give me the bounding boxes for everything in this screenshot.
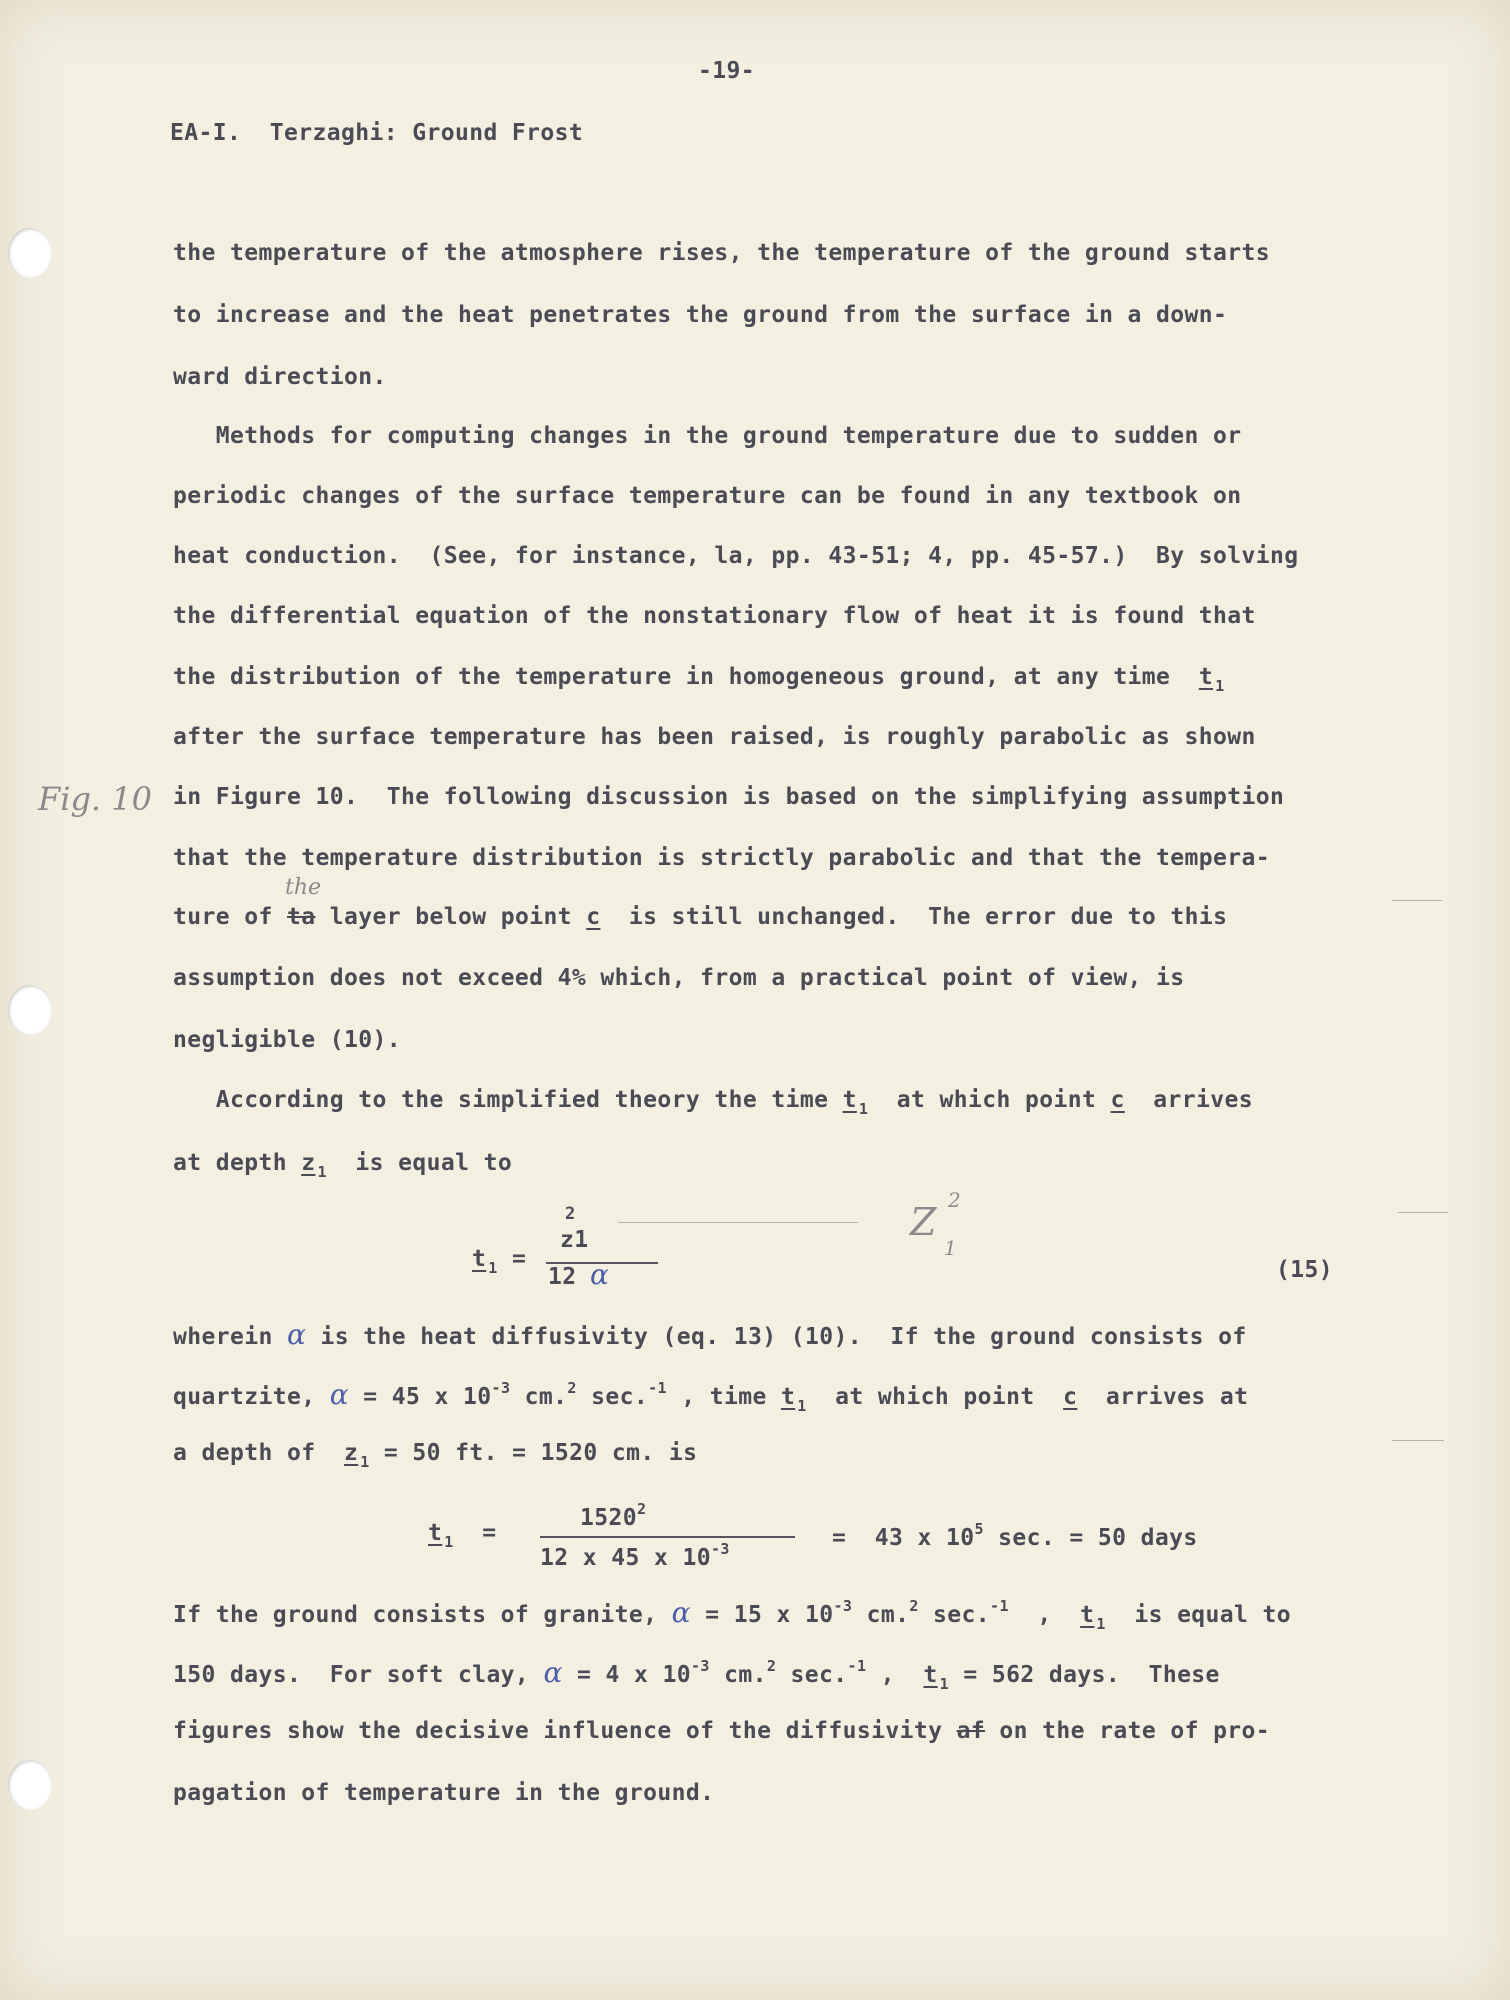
- binder-hole-bottom: [8, 1760, 52, 1810]
- text-run: sec.: [918, 1602, 991, 1628]
- superscript: -1: [990, 1597, 1009, 1615]
- text-run: sec.: [576, 1384, 649, 1410]
- text-run: sec.: [776, 1662, 848, 1688]
- text-run: ture of: [173, 904, 287, 930]
- binder-hole-top: [8, 228, 52, 278]
- numerator: z1: [560, 1227, 589, 1253]
- text-line: [173, 1596, 1291, 1633]
- variable-z: z: [301, 1150, 316, 1176]
- superscript: -3: [710, 1540, 730, 1558]
- handwritten-z-sup: 2: [948, 1188, 961, 1212]
- text-line: after the surface temperature has been raised, is roughly parabolic as shown: [173, 724, 1256, 750]
- subscript: 1: [1096, 1615, 1106, 1633]
- text-run: = 4 x 10: [562, 1662, 691, 1688]
- subscript: 1: [939, 1675, 950, 1693]
- text-run: wherein: [173, 1324, 287, 1350]
- text-run: a depth of: [173, 1440, 344, 1466]
- denominator: [548, 1264, 577, 1290]
- binder-hole-middle: [8, 985, 52, 1035]
- subscript: 1: [317, 1163, 327, 1181]
- point-c: c: [1063, 1384, 1078, 1410]
- alpha-symbol: α: [329, 1378, 350, 1411]
- text-line: periodic changes of the surface temperature can be found in any textbook on: [173, 483, 1242, 509]
- text-run: ,: [1008, 1602, 1081, 1628]
- text-line: the differential equation of the nonstationary flow of heat it is found that: [173, 603, 1256, 629]
- text-run: 1520: [580, 1505, 637, 1531]
- equation-result: [832, 1520, 1198, 1551]
- text-run: = 15 x 10: [690, 1602, 834, 1628]
- text-run: ,: [866, 1662, 924, 1688]
- point-c: c: [1110, 1087, 1125, 1113]
- text-run: = 45 x 10: [349, 1384, 492, 1410]
- text-run: = 43 x 10: [832, 1525, 975, 1551]
- point-c: c: [586, 904, 601, 930]
- subscript: 1: [858, 1100, 869, 1118]
- text-line: [173, 1318, 1247, 1351]
- text-line: to increase and the heat penetrates the ground from the surface in a down-: [173, 302, 1228, 328]
- numerator: [580, 1500, 646, 1531]
- equation-lhs: [428, 1520, 496, 1551]
- text-line: [173, 664, 1225, 695]
- struck-text: af: [956, 1718, 986, 1744]
- variable-t: t: [780, 1384, 796, 1410]
- pencil-mark: [1392, 900, 1442, 901]
- equals-sign: =: [511, 1246, 527, 1272]
- pencil-mark: [1398, 1212, 1448, 1213]
- superscript: 2: [637, 1500, 647, 1518]
- subscript: 1: [360, 1453, 370, 1471]
- alpha-symbol: α: [671, 1596, 691, 1629]
- variable-t: t: [472, 1246, 487, 1272]
- text-line: [173, 1150, 512, 1181]
- denominator: [540, 1540, 730, 1571]
- alpha-symbol: α: [590, 1258, 609, 1291]
- text-line: [173, 1718, 1270, 1744]
- superscript: -3: [491, 1379, 511, 1397]
- text-line: negligible (10).: [173, 1027, 401, 1053]
- document-header: EA-I. Terzaghi: Ground Frost: [170, 120, 584, 146]
- text-run: quartzite,: [173, 1384, 330, 1410]
- pencil-line: [618, 1222, 858, 1223]
- equals-sign: =: [482, 1520, 497, 1546]
- variable-t: t: [923, 1662, 938, 1688]
- text-run: is equal to: [326, 1150, 513, 1176]
- variable-t: t: [842, 1087, 857, 1113]
- text-line: pagation of temperature in the ground.: [173, 1780, 715, 1806]
- text-run: at depth: [173, 1150, 302, 1176]
- superscript: -3: [690, 1657, 710, 1675]
- subscript: 1: [1215, 677, 1225, 695]
- text-run: = 50 ft. = 1520 cm. is: [369, 1440, 698, 1466]
- text-run: cm.: [709, 1662, 767, 1688]
- text-line: in Figure 10. The following discussion is based on the simplifying assumption: [173, 784, 1285, 810]
- text-line: the temperature of the atmosphere rises, the temperature of the ground starts: [173, 240, 1271, 266]
- text-line: ward direction.: [173, 364, 387, 390]
- alpha-symbol: α: [543, 1656, 563, 1689]
- numerator-exponent: 2: [565, 1204, 576, 1224]
- text-run: the distribution of the temperature in homogeneous ground, at any time: [173, 664, 1171, 690]
- superscript: 2: [909, 1597, 919, 1615]
- text-run: 150 days. For soft clay,: [173, 1662, 544, 1688]
- margin-note: Fig. 10: [38, 780, 152, 818]
- struck-text: ta: [286, 904, 316, 930]
- equation-lhs: [472, 1246, 526, 1277]
- text-line: [173, 904, 1227, 930]
- text-run: = 562 days. These: [949, 1662, 1220, 1688]
- text-line: [173, 1087, 1253, 1118]
- handwritten-correction: the: [285, 875, 322, 900]
- equation-number: (15): [1276, 1257, 1333, 1283]
- text-run: on the rate of pro-: [985, 1718, 1271, 1744]
- subscript: 1: [444, 1533, 454, 1551]
- subscript: 1: [488, 1259, 498, 1277]
- variable-t: t: [428, 1520, 443, 1546]
- variable-z: z: [343, 1440, 359, 1466]
- text-run: 12 x 45 x 10: [540, 1545, 711, 1571]
- page-number: -19-: [698, 58, 755, 84]
- text-line: [173, 1378, 1248, 1415]
- pencil-mark: [1392, 1440, 1444, 1441]
- superscript: -1: [648, 1379, 667, 1397]
- text-run: cm.: [510, 1384, 568, 1410]
- text-run: at which point: [806, 1384, 1064, 1410]
- variable-t: t: [1198, 664, 1214, 690]
- text-line: [173, 1656, 1220, 1693]
- text-run: is still unchanged. The error due to this: [600, 904, 1228, 930]
- superscript: -1: [847, 1657, 867, 1675]
- subscript: 1: [797, 1397, 807, 1415]
- text-line: [173, 1440, 697, 1471]
- text-run: figures show the decisive influence of the diffusivity: [173, 1718, 957, 1744]
- text-line: heat conduction. (See, for instance, la, pp. 43-51; 4, pp. 45-57.) By solving: [173, 543, 1299, 569]
- text-run: is the heat diffusivity (eq. 13) (10). If the ground consists of: [306, 1324, 1247, 1350]
- text-run: arrives at: [1077, 1384, 1249, 1410]
- text-run: cm.: [852, 1602, 910, 1628]
- superscript: 5: [974, 1520, 984, 1538]
- text-run: 12: [548, 1264, 577, 1290]
- superscript: 2: [766, 1657, 777, 1675]
- variable-t: t: [1080, 1602, 1095, 1628]
- text-run: If the ground consists of granite,: [173, 1602, 672, 1628]
- text-run: According to the simplified theory the time: [173, 1087, 843, 1113]
- text-line: that the temperature distribution is strictly parabolic and that the tempera-: [173, 845, 1271, 871]
- text-line: assumption does not exceed 4% which, from a practical point of view, is: [173, 965, 1185, 991]
- text-run: at which point: [868, 1087, 1111, 1113]
- text-line: Methods for computing changes in the ground temperature due to sudden or: [173, 423, 1242, 449]
- handwritten-z-sub: 1: [944, 1236, 957, 1260]
- handwritten-z: Z: [910, 1200, 937, 1244]
- text-run: is equal to: [1105, 1602, 1292, 1628]
- text-run: arrives: [1124, 1087, 1253, 1113]
- fraction-bar: [540, 1536, 795, 1538]
- superscript: 2: [567, 1379, 577, 1397]
- text-run: layer below point: [315, 904, 587, 930]
- text-run: , time: [666, 1384, 781, 1410]
- superscript: -3: [833, 1597, 853, 1615]
- text-run: sec. = 50 days: [983, 1525, 1198, 1551]
- alpha-symbol: α: [286, 1318, 307, 1351]
